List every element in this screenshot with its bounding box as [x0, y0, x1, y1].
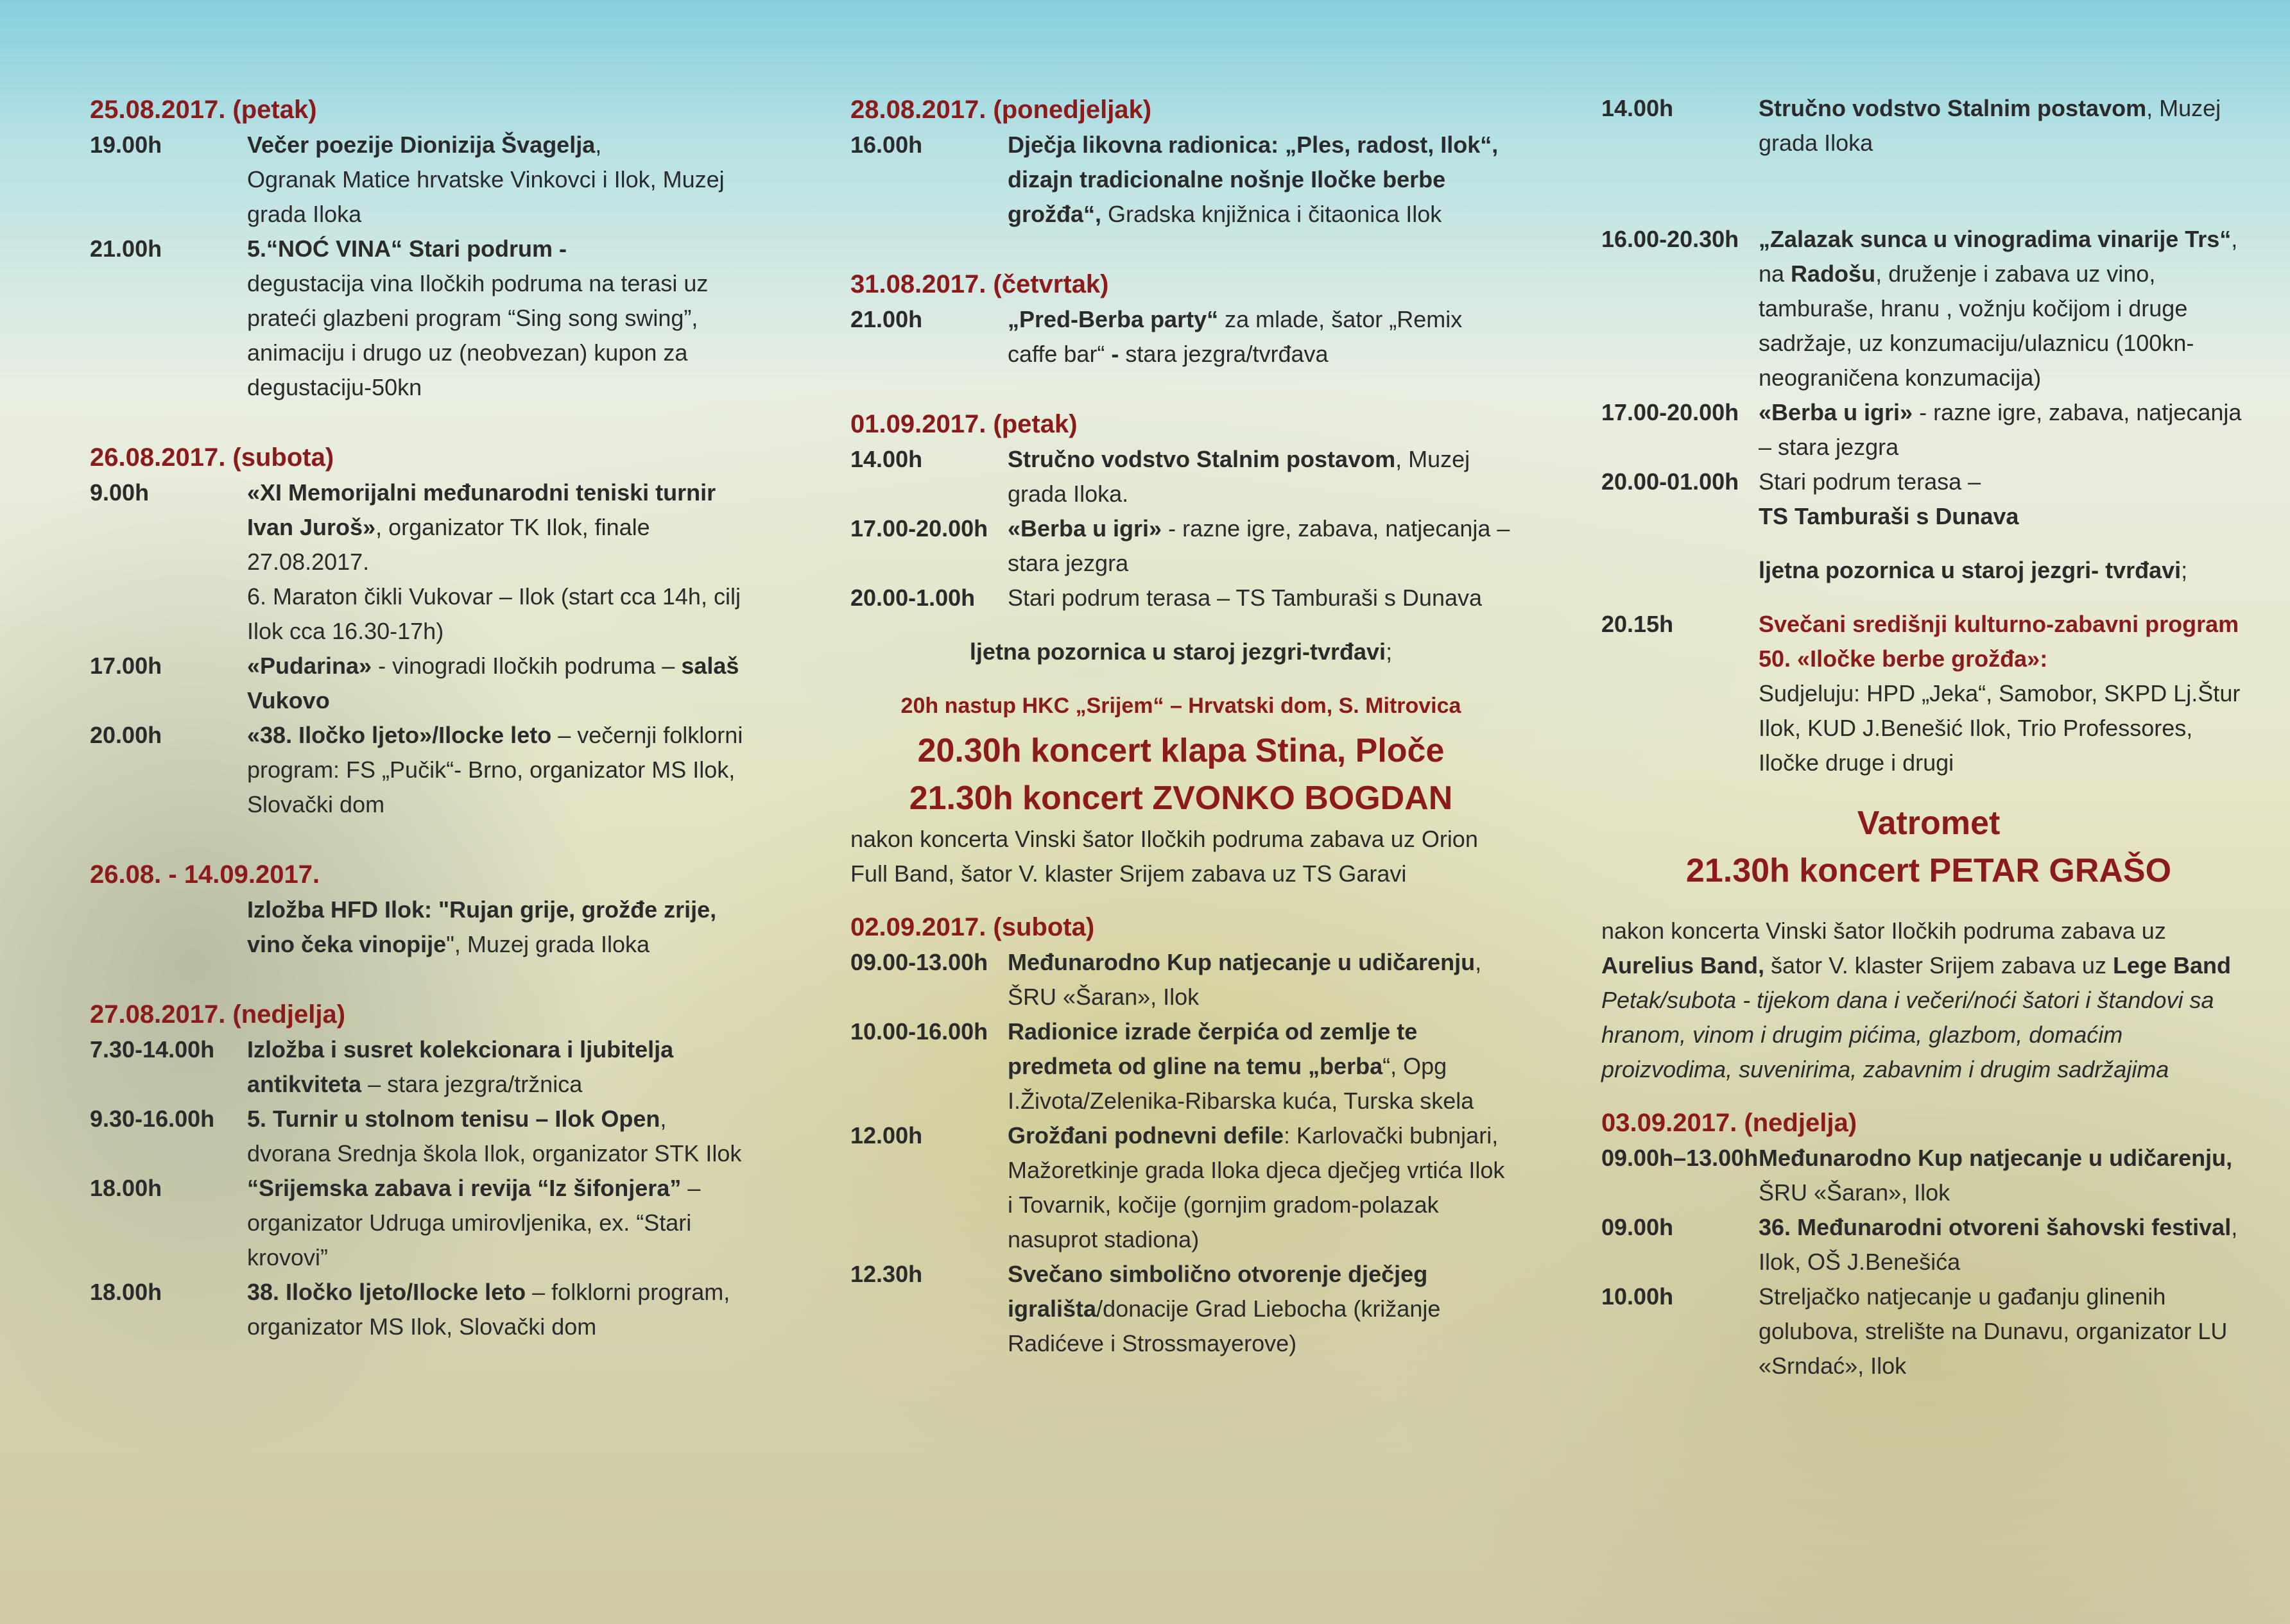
- event-row: [1601, 465, 2256, 534]
- column-right: [1601, 91, 2256, 1624]
- event-desc: Međunarodno Kup natjecanje u udičarenju, ŠRU «Šaran», Ilok: [1008, 949, 1482, 1010]
- event-time: 9.00h: [90, 479, 150, 506]
- event-row: [90, 128, 745, 232]
- after-concert-text: nakon koncerta Vinski šator Iločkih podruma zabava uz Aurelius Band, šator V. klaster Srijem zabava uz Lege Band: [1601, 918, 2231, 979]
- event-row: [850, 1014, 1511, 1118]
- event-desc: Stručno vodstvo Stalnim postavom, Muzej grada Iloka.: [1008, 446, 1470, 507]
- event-time: 9.30-16.00h: [90, 1106, 215, 1132]
- date-heading: 25.08.2017. (petak): [90, 96, 317, 124]
- event-time: 14.00h: [850, 446, 923, 472]
- event-row: [90, 1032, 745, 1102]
- event-time: 7.30-14.00h: [90, 1036, 215, 1063]
- event-desc: „Pred-Berba party“ za mlade, šator „Remix caffe bar“ - stara jezgra/tvrđava: [1008, 306, 1463, 367]
- hkc-performance: 20h nastup HKC „Srijem“ – Hrvatski dom, S. Mitrovica: [900, 694, 1461, 718]
- event-time: 12.00h: [850, 1122, 923, 1149]
- event-desc: Dječja likovna radionica: „Ples, radost, Ilok“, dizajn tradicionalne nošnje Iločke berbe grožđa“, Gradska knjižnica i čitaonica Ilok: [1008, 132, 1499, 227]
- event-row: [850, 442, 1511, 511]
- event-time: 16.00-20.30h: [1601, 226, 1739, 252]
- event-desc: Izložba HFD Ilok: "Rujan grije, grožđe zrije, vino čeka vinopije", Muzej grada Iloka: [247, 896, 717, 957]
- event-time: 20.15h: [1601, 611, 1674, 637]
- event-time: 17.00-20.00h: [850, 515, 988, 542]
- event-time: 09.00-13.00h: [850, 949, 988, 975]
- event-desc: «Pudarina» - vinogradi Iločkih podruma – salaš Vukovo: [247, 653, 739, 714]
- event-time: 09.00h–13.00h: [1601, 1145, 1759, 1171]
- event-desc: Streljačko natjecanje u gađanju glinenih golubova, strelište na Dunavu, organizator LU «Srndać», Ilok: [1759, 1283, 2228, 1379]
- event-row: [1601, 91, 2256, 160]
- event-row: [850, 302, 1511, 372]
- event-desc: Stručno vodstvo Stalnim postavom, Muzej grada Iloka: [1759, 95, 2221, 156]
- event-time: 18.00h: [90, 1279, 162, 1305]
- event-time: 10.00h: [1601, 1283, 1674, 1310]
- date-heading: 28.08.2017. (ponedjeljak): [850, 96, 1152, 124]
- event-time: 17.00h: [90, 653, 162, 679]
- event-time: 10.00-16.00h: [850, 1018, 988, 1045]
- event-desc: „Zalazak sunca u vinogradima vinarije Trs“, na Radošu, druženje i zabava uz vino, tamburaše, hranu , vožnju kočijom i druge sadržaje, uz konzumaciju/ulaznicu (100kn-neograničena konzumacija): [1759, 226, 2238, 391]
- date-heading: 02.09.2017. (subota): [850, 913, 1095, 941]
- event-row: [90, 649, 745, 718]
- date-heading: 01.09.2017. (petak): [850, 410, 1078, 438]
- event-time: 19.00h: [90, 132, 162, 158]
- event-row: [850, 128, 1511, 232]
- event-desc: Stari podrum terasa – TS Tamburaši s Dunava: [1759, 468, 2019, 529]
- event-row: [1601, 395, 2256, 465]
- date-heading: 26.08. - 14.09.2017.: [90, 860, 320, 889]
- event-desc: Međunarodno Kup natjecanje u udičarenju, ŠRU «Šaran», Ilok: [1759, 1145, 2233, 1206]
- event-row: [90, 1102, 745, 1171]
- stage-note: ljetna pozornica u staroj jezgri- tvrđavi;: [1759, 557, 2188, 583]
- event-desc: Grožđani podnevni defile: Karlovački bubnjari, Mažoretkinje grada Iloka djeca dječjeg vrtića Ilok i Tovarnik, kočije (gornjim gradom-polazak nasuprot stadiona): [1008, 1122, 1505, 1252]
- fireworks-title: Vatromet: [1857, 805, 2001, 842]
- concert-graso: 21.30h koncert PETAR GRAŠO: [1685, 852, 2172, 889]
- event-desc: «38. Iločko ljeto»/Ilocke leto – večernji folklorni program: FS „Pučik“- Brno, organizator MS Ilok, Slovački dom: [247, 722, 743, 817]
- event-row: [90, 475, 745, 649]
- event-row: [850, 945, 1511, 1014]
- event-time: 14.00h: [1601, 95, 1674, 121]
- event-desc: 36. Međunarodni otvoreni šahovski festival, Ilok, OŠ J.Benešića: [1759, 1214, 2238, 1275]
- after-concert-text: nakon koncerta Vinski šator Iločkih podruma zabava uz Orion Full Band, šator V. klaster Srijem zabava uz TS Garavi: [850, 826, 1478, 887]
- event-time: 18.00h: [90, 1175, 162, 1201]
- event-row: [90, 1275, 745, 1344]
- event-row: [1601, 607, 2256, 780]
- event-desc: Radionice izrade čerpića od zemlje te predmeta od gline na temu „berba“, Opg I.Života/Zelenika-Ribarska kuća, Turska skela: [1008, 1018, 1474, 1114]
- stage-note: ljetna pozornica u staroj jezgri-tvrđavi;: [969, 638, 1393, 665]
- event-time: 20.00h: [90, 722, 162, 748]
- event-row: [90, 1171, 745, 1275]
- tents-note: Petak/subota - tijekom dana i večeri/noći šatori i štandovi sa hranom, vinom i drugim pićima, glazbom, domaćim proizvodima, suvenirima, zabavnim i drugim sadržajima: [1601, 987, 2214, 1082]
- event-time: 17.00-20.00h: [1601, 399, 1739, 425]
- event-time: 20.00-1.00h: [850, 585, 976, 611]
- event-desc: «Berba u igri» - razne igre, zabava, natjecanja – stara jezgra: [1008, 515, 1510, 576]
- event-desc: «Berba u igri» - razne igre, zabava, natjecanja – stara jezgra: [1759, 399, 2242, 460]
- event-row: [1601, 1141, 2256, 1210]
- event-time: 21.00h: [90, 235, 162, 262]
- event-row: [1601, 1279, 2256, 1383]
- event-time: 21.00h: [850, 306, 923, 332]
- event-time: 16.00h: [850, 132, 923, 158]
- event-time: 20.00-01.00h: [1601, 468, 1739, 495]
- event-row: [850, 1118, 1511, 1257]
- event-row: [1601, 222, 2256, 395]
- event-desc: 38. Iločko ljeto/Ilocke leto – folklorni program, organizator MS Ilok, Slovački dom: [247, 1279, 730, 1340]
- event-desc: Izložba i susret kolekcionara i ljubitelja antikviteta – stara jezgra/tržnica: [247, 1036, 674, 1097]
- event-row: [850, 1257, 1511, 1361]
- event-row: [850, 511, 1511, 581]
- event-desc: Večer poezije Dionizija Švagelja, Ogranak Matice hrvatske Vinkovci i Ilok, Muzej grada Iloka: [247, 132, 725, 227]
- event-desc: Svečano simbolično otvorenje dječjeg igrališta/donacije Grad Liebocha (križanje Radićeve i Strossmayerove): [1008, 1261, 1441, 1356]
- concert-klapa: 20.30h koncert klapa Stina, Ploče: [917, 732, 1445, 769]
- date-heading: 26.08.2017. (subota): [90, 443, 334, 472]
- event-row: [90, 718, 745, 822]
- event-desc: «XI Memorijalni međunarodni teniski turnir Ivan Juroš», organizator TK Ilok, finale 27.08.2017. 6. Maraton čikli Vukovar – Ilok (start cca 14h, cilj Ilok cca 16.30-17h): [247, 479, 741, 644]
- event-desc: 5. Turnir u stolnom tenisu – Ilok Open, dvorana Srednja škola Ilok, organizator STK Ilok: [247, 1106, 742, 1167]
- event-time: 09.00h: [1601, 1214, 1674, 1240]
- event-desc: 5.“NOĆ VINA“ Stari podrum - degustacija vina Iločkih podruma na terasi uz prateći glazbeni program “Sing song swing”, animaciju i drugo uz (neobvezan) kupon za degustaciju-50kn: [247, 235, 709, 400]
- event-desc: Stari podrum terasa – TS Tamburaši s Dunava: [1008, 585, 1483, 611]
- event-row: [90, 893, 745, 962]
- column-left: [90, 93, 745, 1624]
- event-row: [1601, 1210, 2256, 1279]
- date-heading: 03.09.2017. (nedjelja): [1601, 1109, 1857, 1137]
- event-desc: “Srijemska zabava i revija “Iz šifonjera” – organizator Udruga umirovljenika, ex. “Stari krovovi”: [247, 1175, 701, 1270]
- concert-bogdan: 21.30h koncert ZVONKO BOGDAN: [909, 780, 1453, 817]
- event-desc: Svečani središnji kulturno-zabavni program 50. «Iločke berbe grožđa»: Sudjeluju: HPD „Jeka“, Samobor, SKPD Lj.Štur Ilok, KUD J.Benešić Ilok, Trio Professores, Iločke druge i drugi: [1759, 611, 2241, 776]
- event-time: 12.30h: [850, 1261, 923, 1287]
- event-row: [850, 581, 1511, 615]
- column-middle: [850, 93, 1511, 1624]
- date-heading: 31.08.2017. (četvrtak): [850, 270, 1109, 298]
- event-row: [90, 232, 745, 405]
- date-heading: 27.08.2017. (nedjelja): [90, 1000, 346, 1029]
